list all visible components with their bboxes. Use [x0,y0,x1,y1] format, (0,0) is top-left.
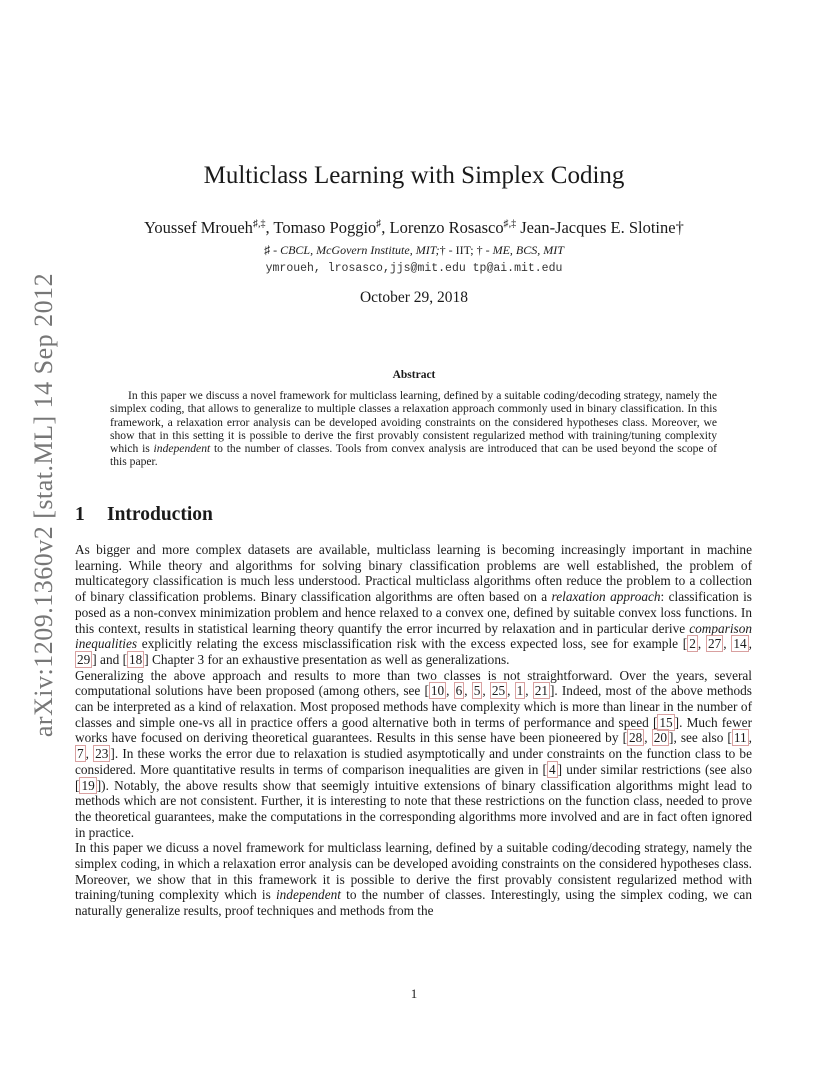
paragraph-2: Generalizing the above approach and results to more than two classes is not straightforward. Over the years, several computational solutions have been proposed (among others, see [ 10 , 6 , 5 , 25 , 1 , 21 ]. Indeed, most of the above methods can be interpreted as a kind of relaxation. Most proposed methods have complexity which is more than linear in the number of classes and simple one-vs all in practice offers a good alternative both in terms of performance and speed [ 15 ]. Much fewer works have focused on deriving theoretical guarantees. Results in this sense have been pioneered by [ 28 , 20 ], see also [ 11 , 7 , 23 ]. In these works the error due to relaxation is studied asymptotically and under constraints on the function class to be considered. More quantitative results in terms of comparison inequalities are given in [ 4 ] under similar restrictions (see also [ 19 ]). Notably, the above results show that seemigly intuitive extensions of binary classification algorithms might lead to methods which are not consistent. Further, it is interesting to note that these restrictions on the function class, needed to prove the theoretical guarantees, make the computations in the corresponding algorithms more involved and are in fact often ignored in practice. [75,667,753,840]
emphasis: independent [275,887,341,903]
citation-link[interactable]: 10 [430,683,445,699]
citation-link[interactable]: 18 [129,651,143,667]
citation-link[interactable]: 4 [549,761,556,777]
text: In this paper we dicuss a novel framework for multiclass learning, defined by a suitable coding/decoding strategy, namely the simplex coding, in which a relaxation error analysis can be developed avoiding constraints on the considered hypotheses class. Moreover, we show that in this framework it is possible to derive the first provably consistent regularized method with training/tuning complexity which is [75,840,752,903]
text: As bigger and more complex datasets are available, multiclass learning is becoming increasingly important in machine learning. While theory and algorithms for solving binary classification problems are well established, the problem of multicategory classification is much less understood. Practical multiclass algorithms often reduce the problem to a collection of binary classification problems. Binary classification algorithms are often based on a [75,542,752,605]
arxiv-stamp [22,272,66,738]
citation-link[interactable]: 7 [77,746,84,762]
author-2-marks: ♯ [376,218,382,230]
text: ] under similar restrictions (see also [ [75,761,753,793]
author-1: Youssef Mroueh [144,218,253,237]
citation-link[interactable]: 5 [473,683,481,699]
abstract [110,389,717,469]
section-number: 1 [75,504,85,525]
text: ], see also [ [669,730,732,746]
abstract-text: to the number of classes. Tools from convex analysis are introduced that can be used beyond the scope of this paper. [110,442,717,469]
citation-link[interactable]: 25 [491,683,506,699]
abstract-text: In this paper we discuss a novel framework for multiclass learning, defined by a suitable coding/decoding strategy, namely the simplex coding, that allows to generalize to multiple classes a relaxation approach commonly used in binary classification. In this framework, a relaxation error analysis can be developed avoiding constraints on the considered hypotheses class. Moreover, we show that in this setting it is possible to derive the first provably consistent regularized method with training/tuning complexity which is [110,389,717,456]
citation-link[interactable]: 19 [81,777,95,793]
text: Generalizing the above approach and results to more than two classes is not straightforward. Over the years, several computational solutions have been proposed (among others, see [ [75,667,752,699]
text: ]. Indeed, most of the above methods can be interpreted as a kind of relaxation. Most proposed methods have complexity which is more than linear in the number of classes and simple one-vs all in practice offers a good alternative both in terms of performance and speed [ [75,683,752,730]
abstract-emphasis: independent [153,442,211,456]
text: ]). Notably, the above results show that seemigly intuitive extensions of binary classification algorithms might lead to methods which are not consistent. Further, it is interesting to note that these restrictions on the function class, needed to prove the theoretical guarantees, make the computations in the corresponding algorithms more involved and are in fact often ignored in practice. [75,777,752,840]
text: ]. Much fewer works have focused on deriving theoretical guarantees. Results in this sense have been pioneered by [ [75,714,752,746]
text: ] and [ [92,651,127,667]
emphasis: comparison inequalities [75,620,752,652]
text: : classification is posed as a non-convex minimization problem and hence relaxed to a convex one, defined by suitable convex loss functions. In this context, results in statistical learning theory quantify the error incurred by relaxation and in particular derive [75,589,752,636]
author-1-marks: ♯,‡ [252,218,266,230]
author-2: , Tomaso Poggio [265,218,377,237]
citation-link[interactable]: 28 [629,730,643,746]
citation-link[interactable]: 15 [659,714,673,730]
affiliation-mark-1: ♯ - [264,243,281,257]
paper-title: Multiclass Learning with Simplex Coding [203,162,625,189]
text: to the number of classes. Interestingly, using the simplex coding, we can naturally generalize results, proof techniques and methods from the [75,887,752,919]
author-3: , Lorenzo Rosasco [381,218,504,237]
paragraph-1: As bigger and more complex datasets are available, multiclass learning is becoming increasingly important in machine learning. While theory and algorithms for solving binary classification problems are well established, the problem of multicategory classification is much less understood. Practical multiclass algorithms often reduce the problem to a collection of binary classification problems. Binary classification algorithms are often based on a relaxation approach: classification is posed as a non-convex minimization problem and hence relaxed to a convex one, defined by suitable convex loss functions. In this context, results in statistical learning theory quantify the error incurred by relaxation and in particular derive comparison inequalities explicitly relating the excess misclassification risk with the excess expected loss, see for example [ 2 , 27 , 14 , 29 ] and [ 18 ] Chapter 3 for an exhaustive presentation as well as generalizations. [75,542,752,667]
affiliation-1: CBCL, McGovern Institute, MIT; [280,243,440,257]
text: explicitly relating the excess misclassification risk with the excess expected loss, see for example [ [137,636,688,652]
body-text [75,542,752,919]
citation-link[interactable]: 6 [455,683,463,699]
section-heading [75,504,213,526]
section-title: Introduction [107,504,213,525]
affiliation-mark-2: † - IIT; † - [439,243,493,257]
citation-link[interactable]: 27 [707,636,722,652]
date: October 29, 2018 [359,289,469,306]
text: ]. In these works the error due to relaxation is studied asymptotically and under constraints on the function class to be considered. More quantitative results in terms of comparison inequalities are given in [ [75,746,752,777]
author-3-marks: ♯,‡ [503,218,517,230]
affiliations [0,243,828,258]
page-number: 1 [410,986,418,1001]
emails: ymroueh, lrosasco,jjs@mit.edu tp@ai.mit.edu [265,262,563,275]
abstract-heading: Abstract [392,369,436,381]
citation-link[interactable]: 2 [689,636,696,652]
citation-link[interactable]: 23 [95,746,109,762]
arxiv-stamp-text: arXiv:1209.1360v2 [stat.ML] 14 Sep 2012 [29,272,58,738]
affiliation-3: ME, BCS, MIT [492,243,564,257]
authors-line [0,218,828,238]
emphasis: relaxation approach [551,589,661,605]
text: ] Chapter 3 for an exhaustive presentation as well as generalizations. [144,651,510,667]
citation-link[interactable]: 1 [516,683,524,699]
citation-link[interactable]: 14 [733,636,747,652]
citation-link[interactable]: 11 [733,730,747,746]
citation-link[interactable]: 21 [534,683,548,699]
citation-link[interactable]: 20 [653,730,668,746]
author-4: Jean-Jacques E. Slotine† [516,218,684,237]
paragraph-3 [75,840,752,919]
citation-link[interactable]: 29 [77,651,91,667]
